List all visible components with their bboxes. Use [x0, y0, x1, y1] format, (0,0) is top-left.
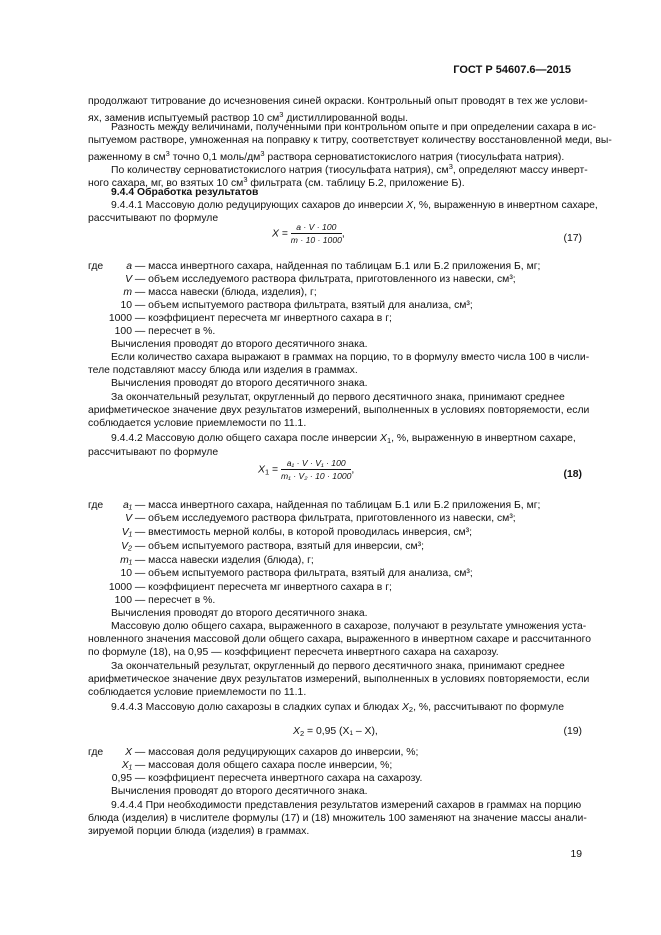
subscript: 1 — [386, 436, 392, 445]
definition-item — [88, 299, 582, 312]
paragraph-line: Если количество сахара выражают в граммах на порцию, то в формулу вместо числа 100 в числи- — [111, 352, 590, 363]
paragraph-line: соблюдается условие приемлемости по 11.1. — [88, 418, 307, 429]
paragraph-line: блюда (изделия) в числителе формулы (17) и (18) множитель 100 заменяют на значение массы анали- — [88, 813, 587, 824]
text: ях, заменив испытуемый раствор 10 см — [88, 113, 280, 124]
text: , %, выраженную в инвертном сахаре, — [413, 200, 598, 211]
variable: X — [406, 200, 414, 211]
definition-item — [88, 526, 582, 539]
definition-symbol: 100 — [114, 326, 132, 337]
formula-fraction — [291, 222, 342, 245]
paragraph-line — [111, 121, 605, 134]
paragraph-line — [88, 95, 588, 108]
definition-item — [88, 567, 582, 580]
definition-text: — массовая доля редуцирующих сахаров до инверсии, %; — [132, 747, 419, 758]
definition-item — [88, 554, 582, 567]
paragraph-line: Массовую долю общего сахара, выраженного в сахарозе, получают в результате умножения уста- — [111, 621, 587, 632]
text: По количеству серноватистокислого натрия (тиосульфата натрия), см — [111, 165, 449, 176]
formula-lhs: X — [272, 228, 279, 240]
definition-symbol: X — [125, 747, 132, 758]
definition-symbol: 10 — [120, 300, 132, 311]
paragraph-line: теле подставляют массу блюда или изделия в граммах. — [88, 365, 358, 376]
definition-text: — масса инвертного сахара, найденная по таблицам Б.1 или Б.2 приложения Б, мг; — [132, 261, 541, 272]
paragraph-line: Вычисления проводят до второго десятичного знака. — [111, 378, 368, 389]
definition-symbol: 1000 — [108, 582, 132, 593]
definition-symbol: a₁ — [122, 500, 132, 511]
definition-symbol: V₁ — [121, 527, 132, 538]
definition-item — [88, 746, 582, 759]
text: продолжают титрование до исчезновения синей окраски. Контрольный опыт проводят в тех же услови- — [88, 96, 588, 107]
paragraph-line: Вычисления проводят до второго десятичного знака. — [111, 786, 368, 797]
formula-numerator: a₁ · V · V₁ · 100 — [281, 458, 351, 470]
text: пытуемом растворе, умноженная на поправку к титру, соответствует количеству восстановленной меди, вы- — [88, 135, 612, 146]
definition-text: — масса навески изделия (блюда), г; — [132, 555, 314, 566]
definition-item — [88, 581, 582, 594]
formula-18 — [258, 458, 354, 481]
definition-text: — вместимость мерной колбы, в которой проводилась инверсия, см³; — [132, 527, 473, 538]
definition-text: — масса навески (блюда, изделия), г; — [132, 287, 317, 298]
superscript: 3 — [243, 175, 248, 184]
formula-19 — [293, 725, 378, 740]
formula-equals: = — [278, 228, 291, 240]
definition-item — [88, 772, 582, 785]
text: раствора серноватистокислого натрия (тиосульфата натрия). — [264, 152, 565, 163]
text: , %, выраженную в инвертном сахаре, — [391, 433, 576, 444]
definition-symbol: m — [123, 287, 132, 298]
section-heading: 9.4.4 Обработка результатов — [111, 187, 259, 198]
paragraph-line: рассчитывают по формуле — [88, 213, 219, 224]
text: 9.4.4.3 Массовую долю сахарозы в сладких супах и блюдах — [111, 702, 402, 713]
formula-numerator: a · V · 100 — [291, 222, 342, 234]
text: Разность между величинами, полученными при контрольном опыте и при определении сахара в ис- — [111, 122, 597, 133]
formula-fraction — [281, 458, 351, 481]
definition-text: — пересчет в %. — [132, 326, 216, 337]
equation-number: (18) — [563, 469, 582, 480]
paragraph-line — [111, 432, 605, 447]
paragraph-line: рассчитывают по формуле — [88, 447, 219, 458]
formula-denominator: m₁ · V₂ · 10 · 1000 — [280, 471, 352, 481]
text: фильтрата (см. таблицу Б.2, приложение Б). — [247, 178, 465, 189]
definition-symbol: V — [125, 274, 132, 285]
definition-item — [88, 273, 582, 286]
formula-lhs: X — [258, 464, 265, 476]
gde-label: где — [88, 261, 104, 272]
paragraph-line: соблюдается условие приемлемости по 11.1. — [88, 687, 307, 698]
variable: X — [380, 433, 387, 444]
paragraph-line: Вычисления проводят до второго десятичного знака. — [111, 608, 368, 619]
formula-17 — [272, 222, 345, 245]
definition-symbol: 1000 — [108, 313, 132, 324]
definition-text: — коэффициент пересчета мг инвертного сахара в г; — [132, 313, 392, 324]
text: дистиллированной воды. — [283, 113, 408, 124]
formula-rhs: = 0,95 (X₁ – X), — [304, 726, 378, 737]
paragraph-line: новленного значения массовой доли общего сахара, выраженного в инвертном сахаре и рассчитанного — [88, 634, 591, 645]
text: , %, рассчитывают по формуле — [413, 702, 565, 713]
definition-text: — объем исследуемого раствора фильтрата, приготовленного из навески, см³; — [132, 513, 516, 524]
paragraph-line: Вычисления проводят до второго десятичного знака. — [111, 339, 368, 350]
text: , определяют массу инверт- — [452, 165, 588, 176]
definition-text: — массовая доля общего сахара после инверсии, %; — [132, 760, 393, 771]
definition-text: — объем исследуемого раствора фильтрата, приготовленного из навески, см³; — [132, 274, 516, 285]
document-header: ГОСТ Р 54607.6—2015 — [453, 64, 571, 76]
text: 9.4.4.2 Массовую долю общего сахара после инверсии — [111, 433, 380, 444]
definition-text: — объем испытуемого раствора фильтрата, взятый для анализа, см³; — [132, 568, 473, 579]
paragraph-line — [111, 701, 605, 716]
superscript: 3 — [448, 162, 453, 171]
text: точно 0,1 моль/дм — [169, 152, 261, 163]
definition-symbol: 10 — [120, 568, 132, 579]
definition-item — [88, 260, 582, 273]
subscript: 2 — [299, 729, 305, 738]
definition-item — [88, 286, 582, 299]
definition-symbol: X₁ — [121, 760, 132, 771]
paragraph-line: по формуле (18), на 0,95 — коэффициент пересчета инвертного сахара на сахарозу. — [88, 647, 499, 658]
text: ного сахара, мг, во взятых 10 см — [88, 178, 244, 189]
definition-text: — коэффициент пересчета инвертного сахара на сахарозу. — [132, 773, 423, 784]
text: , — [351, 464, 355, 476]
paragraph-line: За окончательный результат, округленный до первого десятичного знака, принимают среднее — [111, 392, 565, 403]
paragraph-line: За окончательный результат, округленный до первого десятичного знака, принимают среднее — [111, 661, 565, 672]
subscript: 1 — [264, 467, 270, 477]
gde-label: где — [88, 500, 104, 511]
superscript: 3 — [165, 149, 170, 158]
definition-text: — объем испытуемого раствора, взятый для инверсии, см³; — [132, 541, 424, 552]
formula-equals: = — [269, 464, 281, 476]
equation-number: (17) — [563, 233, 582, 244]
gde-label: где — [88, 747, 104, 758]
definition-symbol: a — [126, 261, 132, 272]
definition-item — [88, 594, 582, 607]
variable: X — [401, 702, 409, 713]
definition-text: — коэффициент пересчета мг инвертного сахара в г; — [132, 582, 392, 593]
superscript: 3 — [260, 149, 265, 158]
subscript: 2 — [408, 705, 414, 714]
paragraph-line: зируемой порции блюда (изделия) в граммах. — [88, 826, 310, 837]
definition-symbol: 0,95 — [111, 773, 132, 784]
definition-text: — пересчет в %. — [132, 595, 216, 606]
equation-number: (19) — [563, 726, 582, 737]
definition-item — [88, 512, 582, 525]
definition-symbol: m₁ — [120, 555, 132, 566]
formula-denominator: m · 10 · 1000 — [290, 235, 342, 245]
definition-item — [88, 759, 582, 772]
text: 9.4.4.1 Массовую долю редуцирующих сахаров до инверсии — [111, 200, 407, 211]
definition-item — [88, 312, 582, 325]
definition-text: — масса инвертного сахара, найденная по таблицам Б.1 или Б.2 приложения Б, мг; — [132, 500, 541, 511]
text: раженному в см — [88, 152, 166, 163]
definition-symbol: V — [125, 513, 132, 524]
paragraph-line: 9.4.4.4 При необходимости представления результатов измерений сахаров в граммах на порцию — [111, 800, 582, 811]
paragraph-line: арифметическое значение двух результатов измерений, выполненных в условиях повторяемости, если — [88, 674, 590, 685]
paragraph-line — [88, 134, 612, 147]
definition-item — [88, 499, 582, 512]
formula-lhs: X — [293, 726, 300, 737]
paragraph-line: арифметическое значение двух результатов измерений, выполненных в условиях повторяемости, если — [88, 405, 590, 416]
definition-item — [88, 325, 582, 338]
paragraph-line — [111, 199, 605, 212]
definition-symbol: 100 — [114, 595, 132, 606]
superscript: 3 — [279, 110, 284, 119]
text: , — [341, 228, 345, 240]
page-number: 19 — [570, 849, 582, 860]
definition-text: — объем испытуемого раствора фильтрата, взятый для анализа, см³; — [132, 300, 473, 311]
definition-item — [88, 540, 582, 553]
definition-symbol: V₂ — [121, 541, 132, 552]
